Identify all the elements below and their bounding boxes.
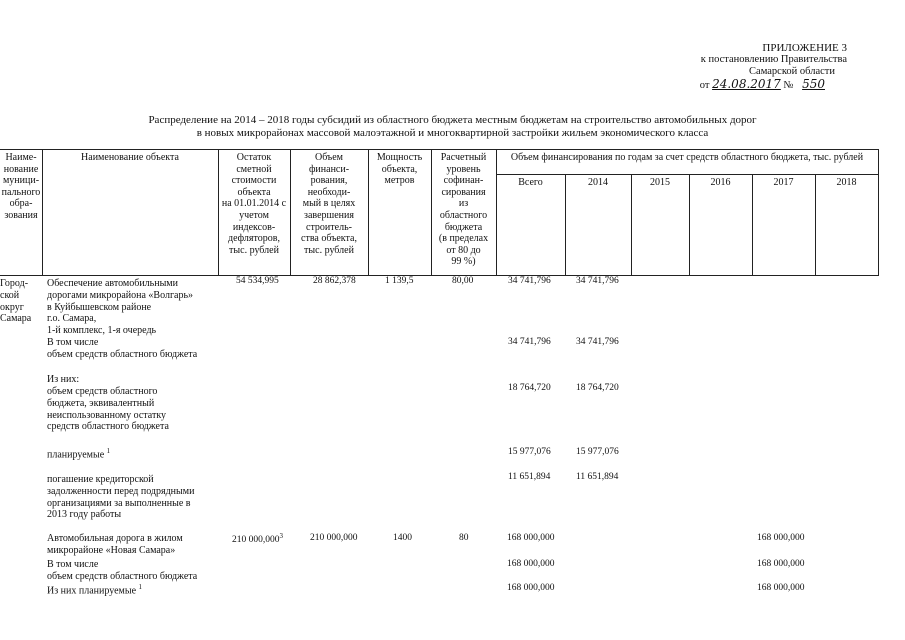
col-header-total: Всего — [518, 177, 543, 188]
col-divider — [752, 174, 753, 275]
row2-incl-total: 168 000,000 — [507, 559, 555, 569]
row1-debt-label: погашение кредиторской задолженности перед подрядными организациями за выполненные в 2013 году работы — [47, 474, 195, 521]
title-line2: в новых микрорайонах массовой малоэтажной и многоквартирной застройки жильем экономического класса — [196, 127, 709, 139]
col-header-capacity: Мощность объекта, метров — [376, 152, 423, 187]
row1-of-them: Из них: — [47, 374, 80, 385]
row1-planned-total: 15 977,076 — [508, 447, 551, 457]
appendix-title: ПРИЛОЖЕНИЕ 3 — [762, 42, 847, 54]
footnote-mark: 1 — [138, 583, 143, 591]
col-header-financing: Объем финансирования по годам за счет средств областного бюджета, тыс. рублей — [510, 152, 864, 163]
appendix-line2: к постановлению Правительства — [700, 54, 847, 65]
col-divider — [496, 149, 497, 276]
from-label: от — [699, 80, 710, 91]
col-header-municipality: Наиме- нование муници- пального обра- зования — [1, 152, 41, 221]
row2-2017: 168 000,000 — [757, 533, 805, 543]
col-header-2014: 2014 — [588, 177, 608, 188]
row1-equiv-2014: 18 764,720 — [576, 383, 619, 393]
appendix-line3: Самарской области — [749, 66, 835, 77]
col-header-object: Наименование объекта — [81, 152, 179, 163]
header-bottom-border — [0, 275, 878, 276]
title-line1: Распределение на 2014 – 2018 годы субсидий из областного бюджета местным бюджетам на строительство автомобильных дорог — [148, 114, 757, 126]
col-header-2016: 2016 — [710, 177, 731, 188]
col-divider — [42, 149, 43, 276]
col-header-remaining: Остаток сметной стоимости объекта на 01.01.2014 с учетом индексов- дефляторов, тыс. рублей — [221, 152, 287, 256]
col-header-2017: 2017 — [773, 177, 794, 188]
row2-incl-2017: 168 000,000 — [757, 559, 805, 569]
col-header-2018: 2018 — [836, 177, 857, 188]
row2-incl-label: В том числе объем средств областного бюджета — [47, 559, 198, 582]
row1-debt-total: 11 651,894 — [508, 472, 551, 482]
row1-2014: 34 741,796 — [576, 276, 619, 286]
row1-remaining: 54 534,995 — [236, 276, 279, 286]
appendix-header — [697, 42, 847, 92]
col-divider — [565, 174, 566, 275]
col-divider — [631, 174, 632, 275]
row2-planned-label: Из них планируемые $^1$ — [47, 583, 143, 597]
row2-total: 168 000,000 — [507, 533, 555, 543]
row1-incl-label: В том числе объем средств областного бюджета — [47, 337, 198, 360]
row1-capacity: 1 139,5 — [385, 276, 414, 286]
col-header-2015: 2015 — [650, 177, 670, 188]
row1-equiv-total: 18 764,720 — [508, 383, 551, 393]
table-right-border — [878, 149, 879, 276]
row2-planned-2017: 168 000,000 — [757, 583, 805, 593]
appendix-date-line — [697, 78, 847, 92]
table-top-border — [0, 149, 878, 150]
row1-incl-2014: 34 741,796 — [576, 337, 619, 347]
col-header-volume: Объем финанси- рования, необходи- мый в целях завершения строитель- ства объекта, тыс. рублей — [301, 152, 357, 256]
row1-planned-2014: 15 977,076 — [576, 447, 619, 457]
row1-object-name: Обеспечение автомобильными дорогами микрорайона «Волгарь» в Куйбышевском районе г.о. Самара, 1-й комплекс, 1-я очередь — [47, 278, 194, 337]
row2-object-name: Автомобильная дорога в жилом микрорайоне «Новая Самара» — [47, 533, 183, 556]
footnote-mark: 1 — [106, 447, 111, 455]
row1-planned-label: планируемые $^1$ — [47, 447, 111, 461]
number-label: № — [783, 80, 794, 91]
row1-equiv-label: объем средств областного бюджета, эквивалентный неиспользованному остатку средств областного бюджета — [47, 386, 169, 433]
row1-volume: 28 862,378 — [313, 276, 356, 286]
row1-total: 34 741,796 — [508, 276, 551, 286]
decree-number: 550 — [802, 77, 825, 91]
row2-volume: 210 000,000 — [310, 533, 358, 543]
document-title — [0, 114, 905, 140]
col-header-level: Расчетный уровень софинан- сирования из областного бюджета (в пределах от 80 до 99 %) — [438, 152, 489, 268]
row2-level: 80 — [459, 533, 469, 543]
row2-capacity: 1400 — [393, 533, 412, 543]
row2-remaining: 210 000,000$^3$ — [232, 532, 283, 546]
row2-planned-total: 168 000,000 — [507, 583, 555, 593]
col-divider — [689, 174, 690, 275]
row1-debt-2014: 11 651,894 — [576, 472, 619, 482]
row1-incl-total: 34 741,796 — [508, 337, 551, 347]
row1-level: 80,00 — [452, 276, 474, 286]
year-header-divider — [496, 174, 878, 175]
decree-date: 24.08.2017 — [712, 77, 781, 91]
municipality-name: Город- ской округ Самара — [0, 278, 32, 325]
row2-remaining-note: 3 — [279, 532, 283, 540]
col-divider — [815, 174, 816, 275]
